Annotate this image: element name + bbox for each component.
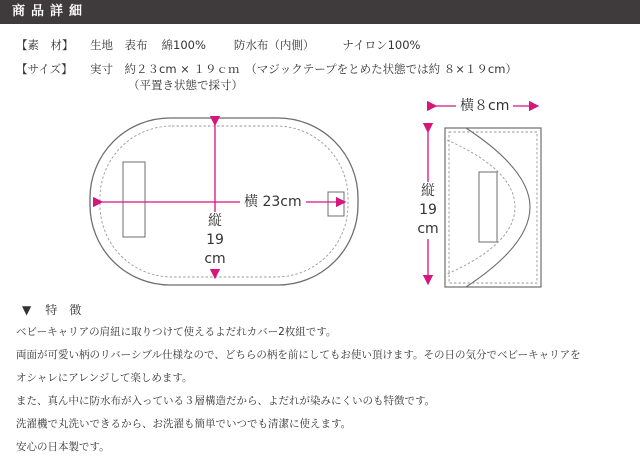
left-width-label: 横 23cm (240, 193, 306, 211)
feature-line: オシャレにアレンジして楽しめます。 (16, 372, 193, 384)
triangle-down-icon: ▼ (22, 303, 32, 317)
feature-line: ベビーキャリアの肩紐に取りつけて使えるよだれカバー2枚組です。 (16, 326, 337, 338)
folded-bib-outline (445, 128, 541, 287)
spec-material-label: 【素 材】 (16, 38, 74, 52)
feature-line: 両面が可愛い柄のリバーシブル仕様なので、どちらの柄を前にしてもお使い頂けます。その日の気分でベビーキャリアを (16, 349, 581, 361)
spec-material-item2-name: 防水布（内側） (233, 38, 315, 52)
section-title: 商品詳細 (12, 4, 89, 19)
feature-line: 安心の日本製です。 (16, 441, 110, 453)
right-width-label: 横８cm (456, 97, 513, 115)
left-height-label: 縦 19 cm (204, 213, 226, 267)
features-heading-text: 特 徴 (45, 303, 82, 317)
features-heading (22, 302, 81, 318)
spec-size-note: （平置き状態で採寸） (128, 78, 243, 92)
spec-material-item1-value: 綿100% (161, 38, 206, 52)
right-height-label: 縦 19 cm (417, 183, 439, 237)
spec-material-item1-name: 生地 表布 (90, 38, 148, 52)
spec-size-text: 実寸 約２３cm × １９ｃｍ （マジックテープをとめた状態では約 ８×１９cm） (90, 62, 517, 76)
spec-material-item2-value: ナイロン100% (342, 38, 421, 52)
feature-line: また、真ん中に防水布が入っている３層構造だから、よだれが染みにくいのも特徴です。 (16, 395, 436, 407)
feature-line: 洗濯機で丸洗いできるから、お洗濯も簡単でいつでも清潔に使えます。 (16, 418, 352, 430)
spec-size-label: 【サイズ】 (16, 62, 73, 76)
